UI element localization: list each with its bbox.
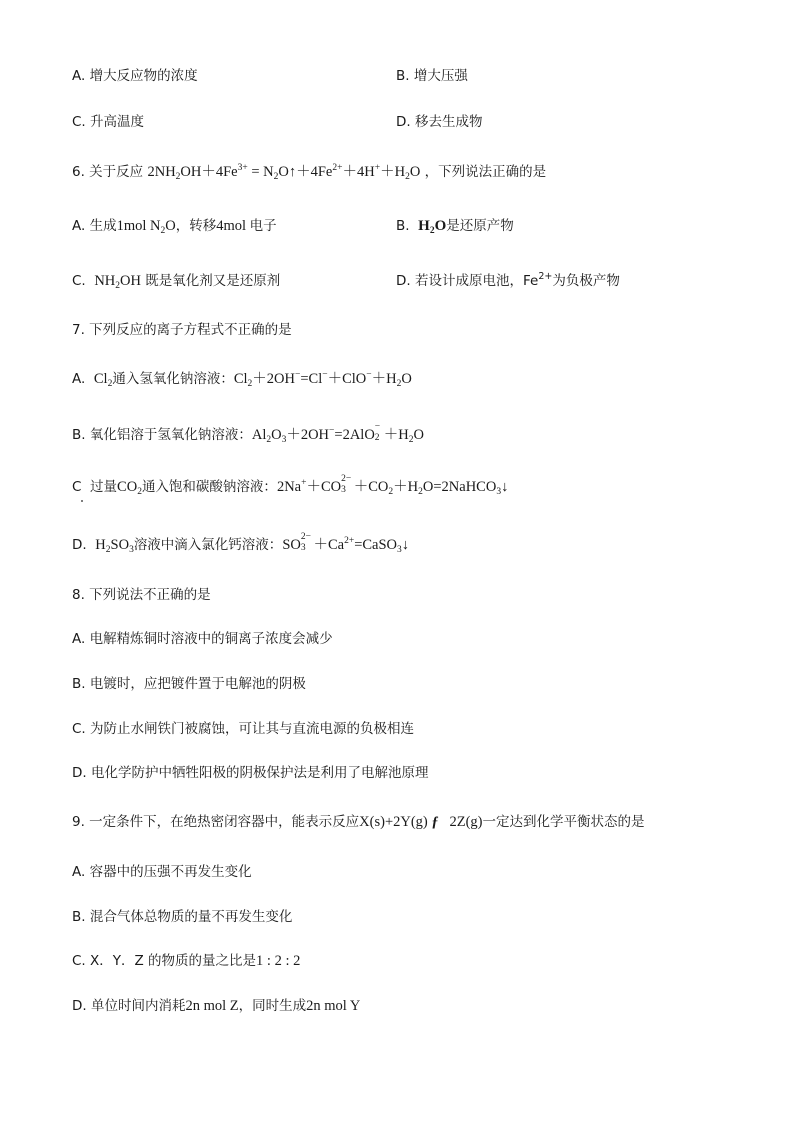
q5-option-a: A. 增大反应物的浓度 [72, 68, 198, 84]
q6-a-tail: 电子 [249, 218, 277, 234]
q6-stem-suffix: ，下列说法正确的是 [424, 164, 547, 180]
q6-b-label: B. [396, 218, 410, 234]
q7-c-reactant: $CO_2$ [117, 479, 142, 497]
q6-a-suffix: ，转移 [175, 218, 217, 234]
q9-stem-suffix: 一定达到化学平衡状态的是 [482, 814, 645, 830]
q6-option-d [396, 271, 620, 291]
q6-d-suffix: 为负极产物 [552, 273, 620, 289]
q7-option-a [72, 369, 412, 389]
q9-option-a: A. 容器中的压强不再发生变化 [72, 864, 252, 880]
q6-equation: $2NH_2OH+4Fe^{3+}$ = $N_2O↑+4Fe^{2+}+4H^++H_2O$ [147, 163, 421, 182]
q6-a-label: A. 生成 [72, 218, 117, 234]
q8-option-a: A. 电解精炼铜时溶液中的铜离子浓度会减少 [72, 631, 333, 647]
q6-option-c [72, 271, 280, 291]
q9-stem [72, 812, 645, 832]
q9-d-formula-1: 2n mol Z [185, 998, 239, 1014]
q9-stem-prefix: 9. 一定条件下，在绝热密闭容器中，能表示反应 [72, 814, 360, 830]
q6-d-charge: 2+ [538, 271, 553, 282]
q7-c-pre: 过量 [90, 479, 118, 495]
q8-stem: 8. 下列说法不正确的是 [72, 587, 211, 603]
q6-c-label: C. [72, 273, 86, 289]
q7-stem: 7. 下列反应的离子方程式不正确的是 [72, 322, 292, 338]
q5-option-b: B. 增大压强 [396, 68, 468, 84]
q7-b-label: B. 氧化铝溶于氢氧化钠溶液： [72, 427, 252, 443]
q9-option-c [72, 951, 300, 971]
q9-option-b: B. 混合气体总物质的量不再发生变化 [72, 909, 293, 925]
q7-c-label: C [72, 479, 82, 495]
q7-d-label: D. [72, 537, 87, 553]
q7-a-equation: $Cl_2+2OH^-=Cl^-+ClO^-+H_2O$ [233, 370, 412, 389]
q6-d-text: D. 若设计成原电池，Fe [396, 273, 539, 289]
q7-d-reactant: $H_2SO_3$ [95, 537, 134, 555]
q9-equation: X(s)+2Y(g) ƒ 2Z(g) [359, 814, 483, 830]
q5-option-c: C. 升高温度 [72, 114, 145, 130]
q7-a-reactant: $Cl_2$ [93, 371, 113, 389]
q8-option-c: C. 为防止水闸铁门被腐蚀，可让其与直流电源的负极相连 [72, 721, 415, 737]
q6-b-suffix: 是还原产物 [446, 218, 514, 234]
q7-c-equation: 2Na+＋CO 2− 3 $+CO_2+H_2O=2NaHCO_3↓$ [276, 474, 509, 497]
q7-b-equation: $Al_2O_3+2OH^-=2AlO$ − 2 $+H_2O$ [251, 422, 425, 445]
q6-c-suffix: 既是氧化剂又是还原剂 [145, 273, 281, 289]
q9-c-ratio: 1 : 2 : 2 [256, 953, 301, 969]
q6-stem-prefix: 6. 关于反应 [72, 164, 144, 180]
stray-dot [81, 500, 83, 502]
q9-option-d [72, 996, 360, 1016]
q6-b-formula: $H_2O$ [418, 218, 447, 236]
q7-a-mid: 通入氢氧化钠溶液： [112, 371, 234, 387]
q9-c-prefix: C. X．Y．Z 的物质的量之比是 [72, 953, 257, 969]
q7-option-d [72, 532, 410, 555]
q9-d-formula-2: 2n mol Y [306, 998, 361, 1014]
q7-d-equation: SO 2− 3 $+Ca^{2+}=CaSO_3↓$ [282, 532, 410, 555]
q6-stem [72, 162, 546, 182]
q6-c-formula: $NH_2OH$ [94, 273, 141, 291]
q7-d-mid: 溶液中滴入氯化钙溶液： [133, 537, 283, 553]
q6-a-amount: 4mol [216, 218, 250, 234]
q8-option-b: B. 电镀时，应把镀件置于电解池的阴极 [72, 676, 306, 692]
q6-option-a [72, 216, 277, 236]
q7-a-label: A. [72, 371, 86, 387]
q5-option-d: D. 移去生成物 [396, 114, 483, 130]
q9-d-prefix: D. 单位时间内消耗 [72, 998, 186, 1014]
q7-c-mid: 通入饱和碳酸钠溶液： [141, 479, 277, 495]
q7-option-c [72, 474, 509, 497]
q7-option-b [72, 422, 425, 445]
q8-option-d: D. 电化学防护中牺牲阳极的阴极保护法是利用了电解池原理 [72, 765, 429, 781]
q9-d-mid: ，同时生成 [238, 998, 307, 1014]
q6-a-formula: 1mol $N_2O$ [116, 218, 176, 236]
q6-option-b [396, 216, 514, 236]
